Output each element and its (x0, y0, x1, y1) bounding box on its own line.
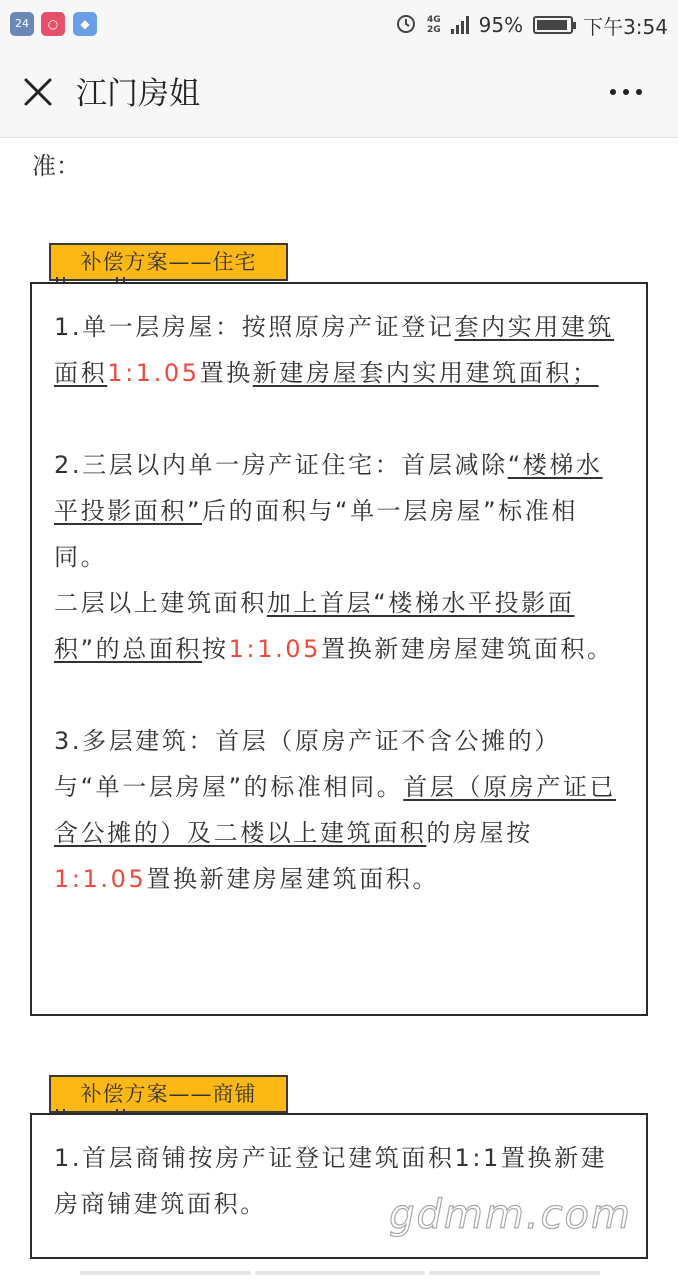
ratio-highlight: 1:1.05 (54, 865, 147, 893)
ratio-highlight: 1:1.05 (107, 359, 200, 387)
title-bar (0, 50, 678, 138)
residential-box (30, 282, 648, 1016)
text: 2.三层以内单一房产证住宅：首层减除 (54, 451, 508, 479)
shield-icon: ◆ (73, 12, 97, 36)
notification-app-icon: 24 (10, 12, 34, 36)
residential-item-3 (54, 718, 624, 902)
residential-item-2b (54, 580, 624, 672)
notification-app-icon-red: ○ (41, 12, 65, 36)
text: 1.单一层房屋：按照原房产证登记 (54, 313, 455, 341)
battery-percent: 95% (478, 13, 524, 37)
close-button[interactable] (18, 72, 58, 112)
underlined-text: 套内实用建筑面积 (54, 313, 615, 387)
network-type (427, 15, 441, 35)
text: 置换新建房屋建筑面积。 (321, 635, 614, 663)
ratio-highlight: 1:1.05 (228, 635, 322, 663)
section-tag-shop: 补偿方案——商铺 (49, 1075, 288, 1113)
spacer (54, 672, 624, 718)
page-indicator (80, 1271, 600, 1275)
signal-icon (451, 16, 469, 34)
alarm-icon (395, 12, 417, 39)
more-options-button[interactable] (606, 82, 646, 102)
residential-item-2 (54, 442, 624, 580)
more-icon (606, 82, 646, 102)
battery-icon (533, 16, 573, 34)
text: 置换新建房屋建筑面积。 (146, 865, 440, 893)
text: 后的面积与“单一层房屋”标准相同。 (54, 497, 578, 571)
underlined-text: 加上首层“楼梯水平投影面积”的总面积 (54, 589, 575, 663)
spacer (54, 396, 624, 442)
underlined-text: “楼梯水平投影面积” (54, 451, 603, 525)
text-fragment: 准： (32, 152, 80, 180)
text: 二层以上建筑面积 (54, 589, 267, 617)
page-title: 江门房姐 (76, 76, 200, 112)
watermark: gdmm.com (389, 1192, 632, 1238)
underlined-text: 新建房屋套内实用建筑面积； (252, 359, 599, 387)
residential-item-1 (54, 304, 624, 396)
text: 的房屋按 (426, 819, 533, 847)
text: 置换 (199, 359, 253, 387)
text: 按 (202, 635, 229, 663)
clock: 下午3:54 (583, 14, 668, 39)
status-bar (0, 0, 678, 50)
text: 3.多层建筑：首层（原房产证不含公摊的）与“单一层房屋”的标准相同。 (54, 727, 561, 801)
underlined-text: 首层（原房产证已含公摊的）及二楼以上建筑面积 (54, 773, 617, 847)
shop-item-1: 1.首层商铺按房产证登记建筑面积1:1置换新建房商铺建筑面积。 (54, 1144, 608, 1218)
network-2g: 2G (426, 25, 441, 35)
close-icon (18, 72, 58, 112)
status-indicators (395, 0, 668, 50)
section-tag-residential: 补偿方案——住宅 (49, 243, 288, 281)
network-4g: 4G (426, 15, 441, 25)
battery-fill (537, 20, 567, 30)
